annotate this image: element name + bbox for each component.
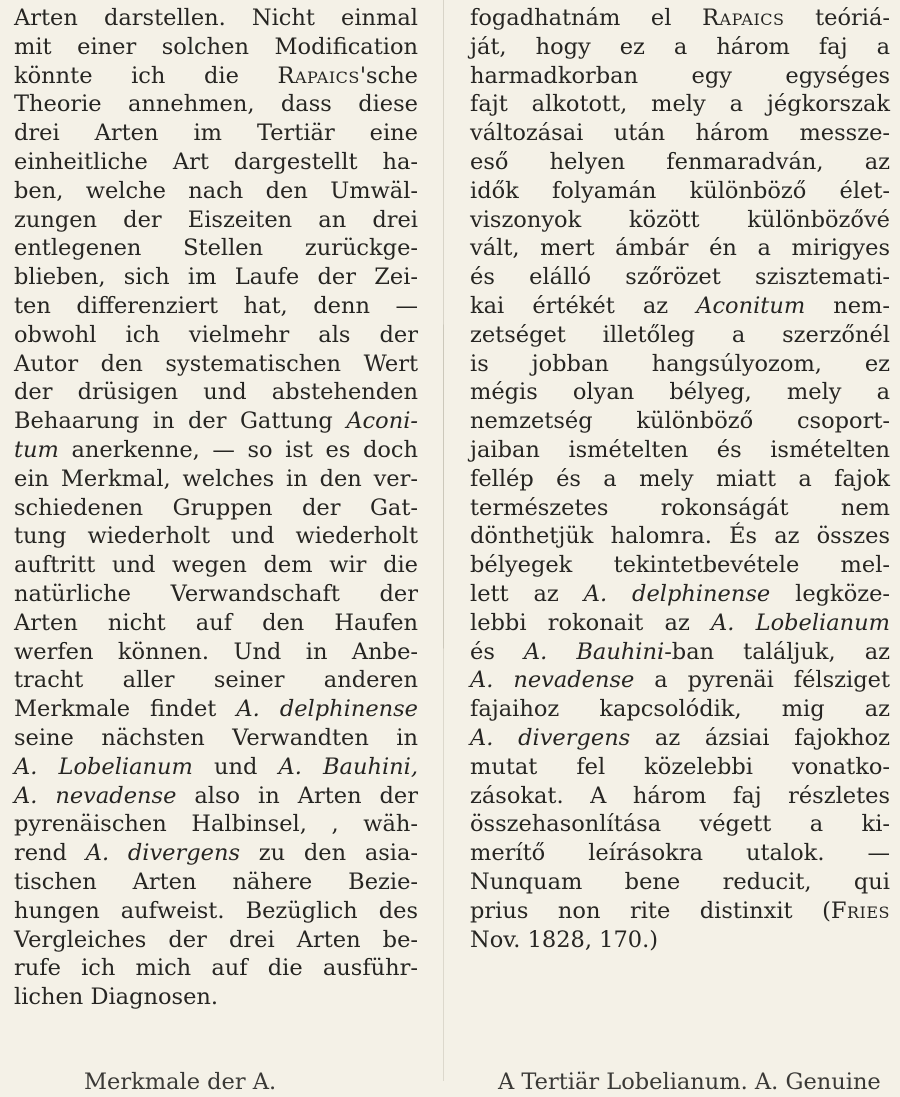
hungarian-text-line — [470, 580, 890, 609]
small-caps-name: Rapaics — [702, 5, 785, 31]
italic-text: A. divergens — [85, 840, 241, 867]
hungarian-text-line — [470, 666, 890, 695]
hungarian-text-line — [470, 234, 890, 263]
hungarian-text-line — [470, 436, 890, 465]
hungarian-text-line — [470, 33, 890, 62]
german-text-line — [14, 234, 418, 263]
german-text-line — [14, 350, 418, 379]
text-segment: also in Arten der — [176, 782, 419, 809]
german-text-line — [14, 695, 418, 724]
text-segment: Nov. 1828, 170.) — [470, 926, 659, 953]
text-segment: nem- — [805, 292, 890, 319]
text-segment: bélyegek tekintetbevétele mel- — [470, 552, 890, 579]
german-text-line — [14, 926, 418, 955]
german-text-line — [14, 782, 418, 811]
german-text-line — [14, 868, 418, 897]
hungarian-text-line — [470, 378, 890, 407]
text-segment: dönthetjük halomra. És az összes — [470, 523, 890, 550]
text-segment: zásokat. A három faj részletes — [470, 782, 890, 809]
text-segment: ját, hogy ez a három faj a — [470, 33, 890, 60]
text-segment: és — [470, 638, 524, 665]
text-segment: ein Merkmal, welches in den ver- — [14, 465, 418, 492]
text-segment: lichen Diagnosen. — [14, 984, 219, 1011]
text-segment: blieben, sich im Laufe der Zei- — [14, 264, 418, 291]
german-text-line — [14, 206, 418, 235]
german-text-column — [14, 4, 418, 1012]
hungarian-text-line — [470, 119, 890, 148]
small-caps-name: Fries — [830, 897, 890, 924]
italic-text: Aconitum — [696, 292, 806, 319]
text-segment: merítő leírásokra utalok. — — [470, 840, 890, 867]
text-segment: eső helyen fenmaradván, az — [470, 148, 890, 175]
text-segment: natürliche Verwandschaft der — [14, 580, 418, 607]
text-segment: Theorie annehmen, dass diese — [14, 91, 418, 118]
text-segment: mit einer solchen Modification — [14, 33, 418, 60]
hungarian-text-column — [470, 4, 890, 954]
italic-text: A. Bauhini — [523, 638, 665, 665]
german-text-line — [14, 119, 418, 148]
text-segment: és elálló szőrözet szisztemati- — [470, 264, 890, 291]
text-segment: der drüsigen und abstehenden — [14, 379, 418, 406]
text-segment: a pyrenäi félsziget — [634, 667, 890, 694]
text-segment: nemzetség különböző csoport- — [470, 408, 890, 435]
text-segment: változásai után három messze- — [470, 120, 890, 147]
german-text-line — [14, 90, 418, 119]
hungarian-text-line — [470, 695, 890, 724]
text-segment: anerkenne, — so ist es doch — [58, 436, 418, 463]
hungarian-text-line — [470, 724, 890, 753]
hungarian-text-line — [470, 810, 890, 839]
text-segment: schiedenen Gruppen der Gat- — [14, 494, 418, 521]
hungarian-text-line — [470, 292, 890, 321]
german-text-line — [14, 724, 418, 753]
column-divider — [443, 0, 444, 1081]
text-segment: tischen Arten nähere Bezie- — [14, 868, 418, 895]
hungarian-text-line — [470, 407, 890, 436]
german-text-line — [14, 148, 418, 177]
german-text-line — [14, 292, 418, 321]
text-segment: zungen der Eiszeiten an drei — [14, 206, 418, 233]
hungarian-text-line — [470, 839, 890, 868]
german-text-line — [14, 522, 418, 551]
text-segment: mégis olyan bélyeg, mely a — [470, 379, 890, 406]
hungarian-text-line — [470, 350, 890, 379]
text-segment: 'sche — [359, 62, 418, 89]
hungarian-text-line — [470, 926, 890, 955]
cut-off-left-text: Merkmale der A. — [84, 1069, 277, 1095]
text-segment: -ban találjuk, az — [664, 638, 891, 665]
text-segment: viszonyok között különbözővé — [470, 206, 890, 233]
hungarian-text-line — [470, 263, 890, 292]
german-text-line — [14, 983, 418, 1012]
hungarian-text-line — [470, 206, 890, 235]
hungarian-text-line — [470, 782, 890, 811]
text-segment: lett az — [470, 580, 584, 607]
german-text-line — [14, 897, 418, 926]
german-text-line — [14, 494, 418, 523]
hungarian-text-line — [470, 90, 890, 119]
german-text-line — [14, 378, 418, 407]
text-segment: fellép és a mely miatt a fajok — [470, 465, 890, 492]
german-text-line — [14, 321, 418, 350]
italic-text: Aconi- — [346, 408, 418, 435]
italic-text: A. Lobelianum — [14, 753, 193, 780]
hungarian-text-line — [470, 753, 890, 782]
italic-text: tum — [14, 436, 59, 463]
cut-off-right-text: A Tertiär Lobelianum. A. Genuine — [498, 1069, 881, 1095]
italic-text: A. delphinense — [583, 580, 771, 607]
text-segment: fogadhatnám el — [470, 5, 703, 31]
text-segment: harmadkorban egy egységes — [470, 62, 890, 89]
hungarian-text-line — [470, 62, 890, 91]
german-text-line — [14, 638, 418, 667]
hungarian-text-line — [470, 609, 890, 638]
text-segment: hungen aufweist. Bezüglich des — [14, 897, 418, 924]
text-segment: teóriá- — [784, 5, 890, 31]
text-segment: rend — [14, 840, 86, 867]
small-caps-name: Rapaics — [277, 62, 360, 89]
text-segment: természetes rokonságát nem — [470, 494, 890, 521]
italic-text: A. Bauhini, — [278, 753, 418, 780]
text-segment: idők folyamán különböző élet- — [470, 177, 890, 204]
text-segment: könnte ich die — [14, 62, 278, 89]
hungarian-text-line — [470, 522, 890, 551]
text-segment: einheitliche Art dargestellt ha- — [14, 148, 418, 175]
german-text-line — [14, 580, 418, 609]
text-segment: zetséget illetőleg a szerzőnél — [470, 321, 890, 348]
german-text-line — [14, 810, 418, 839]
german-text-line — [14, 753, 418, 782]
text-segment: auftritt und wegen dem wir die — [14, 552, 418, 579]
text-segment: drei Arten im Tertiär eine — [14, 120, 418, 147]
german-text-line — [14, 465, 418, 494]
german-text-line — [14, 4, 418, 33]
text-segment: ten differenziert hat, denn — — [14, 292, 418, 319]
text-segment: werfen können. Und in Anbe- — [14, 638, 418, 665]
text-segment: fajaihoz kapcsolódik, mig az — [470, 696, 890, 723]
german-text-line — [14, 33, 418, 62]
text-segment: Nunquam bene reducit, qui — [470, 868, 890, 895]
text-segment: Vergleiches der drei Arten be- — [14, 926, 418, 953]
italic-text: A. delphinense — [236, 696, 418, 723]
hungarian-text-line — [470, 494, 890, 523]
text-segment: vált, mert ámbár én a mirigyes — [470, 235, 890, 262]
text-segment: Behaarung in der Gattung — [14, 408, 347, 435]
hungarian-text-line — [470, 321, 890, 350]
text-segment: ben, welche nach den Umwäl- — [14, 177, 418, 204]
text-segment: összehasonlítása végett a ki- — [470, 811, 890, 838]
text-segment: kai értékét az — [470, 292, 697, 319]
german-text-line — [14, 551, 418, 580]
text-segment: is jobban hangsúlyozom, ez — [470, 350, 890, 377]
italic-text: A. nevadense — [14, 782, 177, 809]
text-segment: entlegenen Stellen zurückge- — [14, 235, 418, 262]
german-text-line — [14, 666, 418, 695]
italic-text: A. Lobelianum — [711, 609, 890, 636]
text-segment: Arten nicht auf den Haufen — [14, 609, 418, 636]
hungarian-text-line — [470, 4, 890, 33]
hungarian-text-line — [470, 897, 890, 926]
german-text-line — [14, 62, 418, 91]
text-segment: prius non rite distinxit ( — [470, 897, 831, 924]
german-text-line — [14, 839, 418, 868]
italic-text: A. divergens — [470, 724, 631, 751]
text-segment: seine nächsten Verwandten in — [14, 724, 418, 751]
text-segment: fajt alkotott, mely a jégkorszak — [470, 91, 890, 118]
text-segment: Arten darstellen. Nicht einmal — [14, 5, 418, 31]
text-segment: obwohl ich vielmehr als der — [14, 321, 418, 348]
text-segment: legköze- — [770, 580, 891, 607]
hungarian-text-line — [470, 465, 890, 494]
text-segment: az ázsiai fajokhoz — [630, 724, 890, 751]
german-text-line — [14, 263, 418, 292]
text-segment: zu den asia- — [240, 840, 418, 867]
hungarian-text-line — [470, 148, 890, 177]
italic-text: A. nevadense — [470, 667, 635, 694]
hungarian-text-line — [470, 638, 890, 667]
hungarian-text-line — [470, 868, 890, 897]
text-segment: Autor den systematischen Wert — [14, 350, 418, 377]
german-text-line — [14, 407, 418, 436]
german-text-line — [14, 436, 418, 465]
hungarian-text-line — [470, 551, 890, 580]
german-text-line — [14, 177, 418, 206]
text-segment: lebbi rokonait az — [470, 609, 712, 636]
text-segment: jaiban ismételten és ismételten — [470, 436, 890, 463]
text-segment: rufe ich mich auf die ausführ- — [14, 955, 418, 982]
text-segment: und — [192, 753, 279, 780]
text-segment: tung wiederholt und wiederholt — [14, 523, 418, 550]
german-text-line — [14, 609, 418, 638]
german-text-line — [14, 954, 418, 983]
text-segment: pyrenäischen Halbinsel, , wäh- — [14, 811, 418, 838]
text-segment: tracht aller seiner anderen — [14, 667, 418, 694]
text-segment: Merkmale findet — [14, 696, 237, 723]
cut-off-line — [0, 1068, 900, 1095]
text-segment: mutat fel közelebbi vonatko- — [470, 753, 890, 780]
hungarian-text-line — [470, 177, 890, 206]
